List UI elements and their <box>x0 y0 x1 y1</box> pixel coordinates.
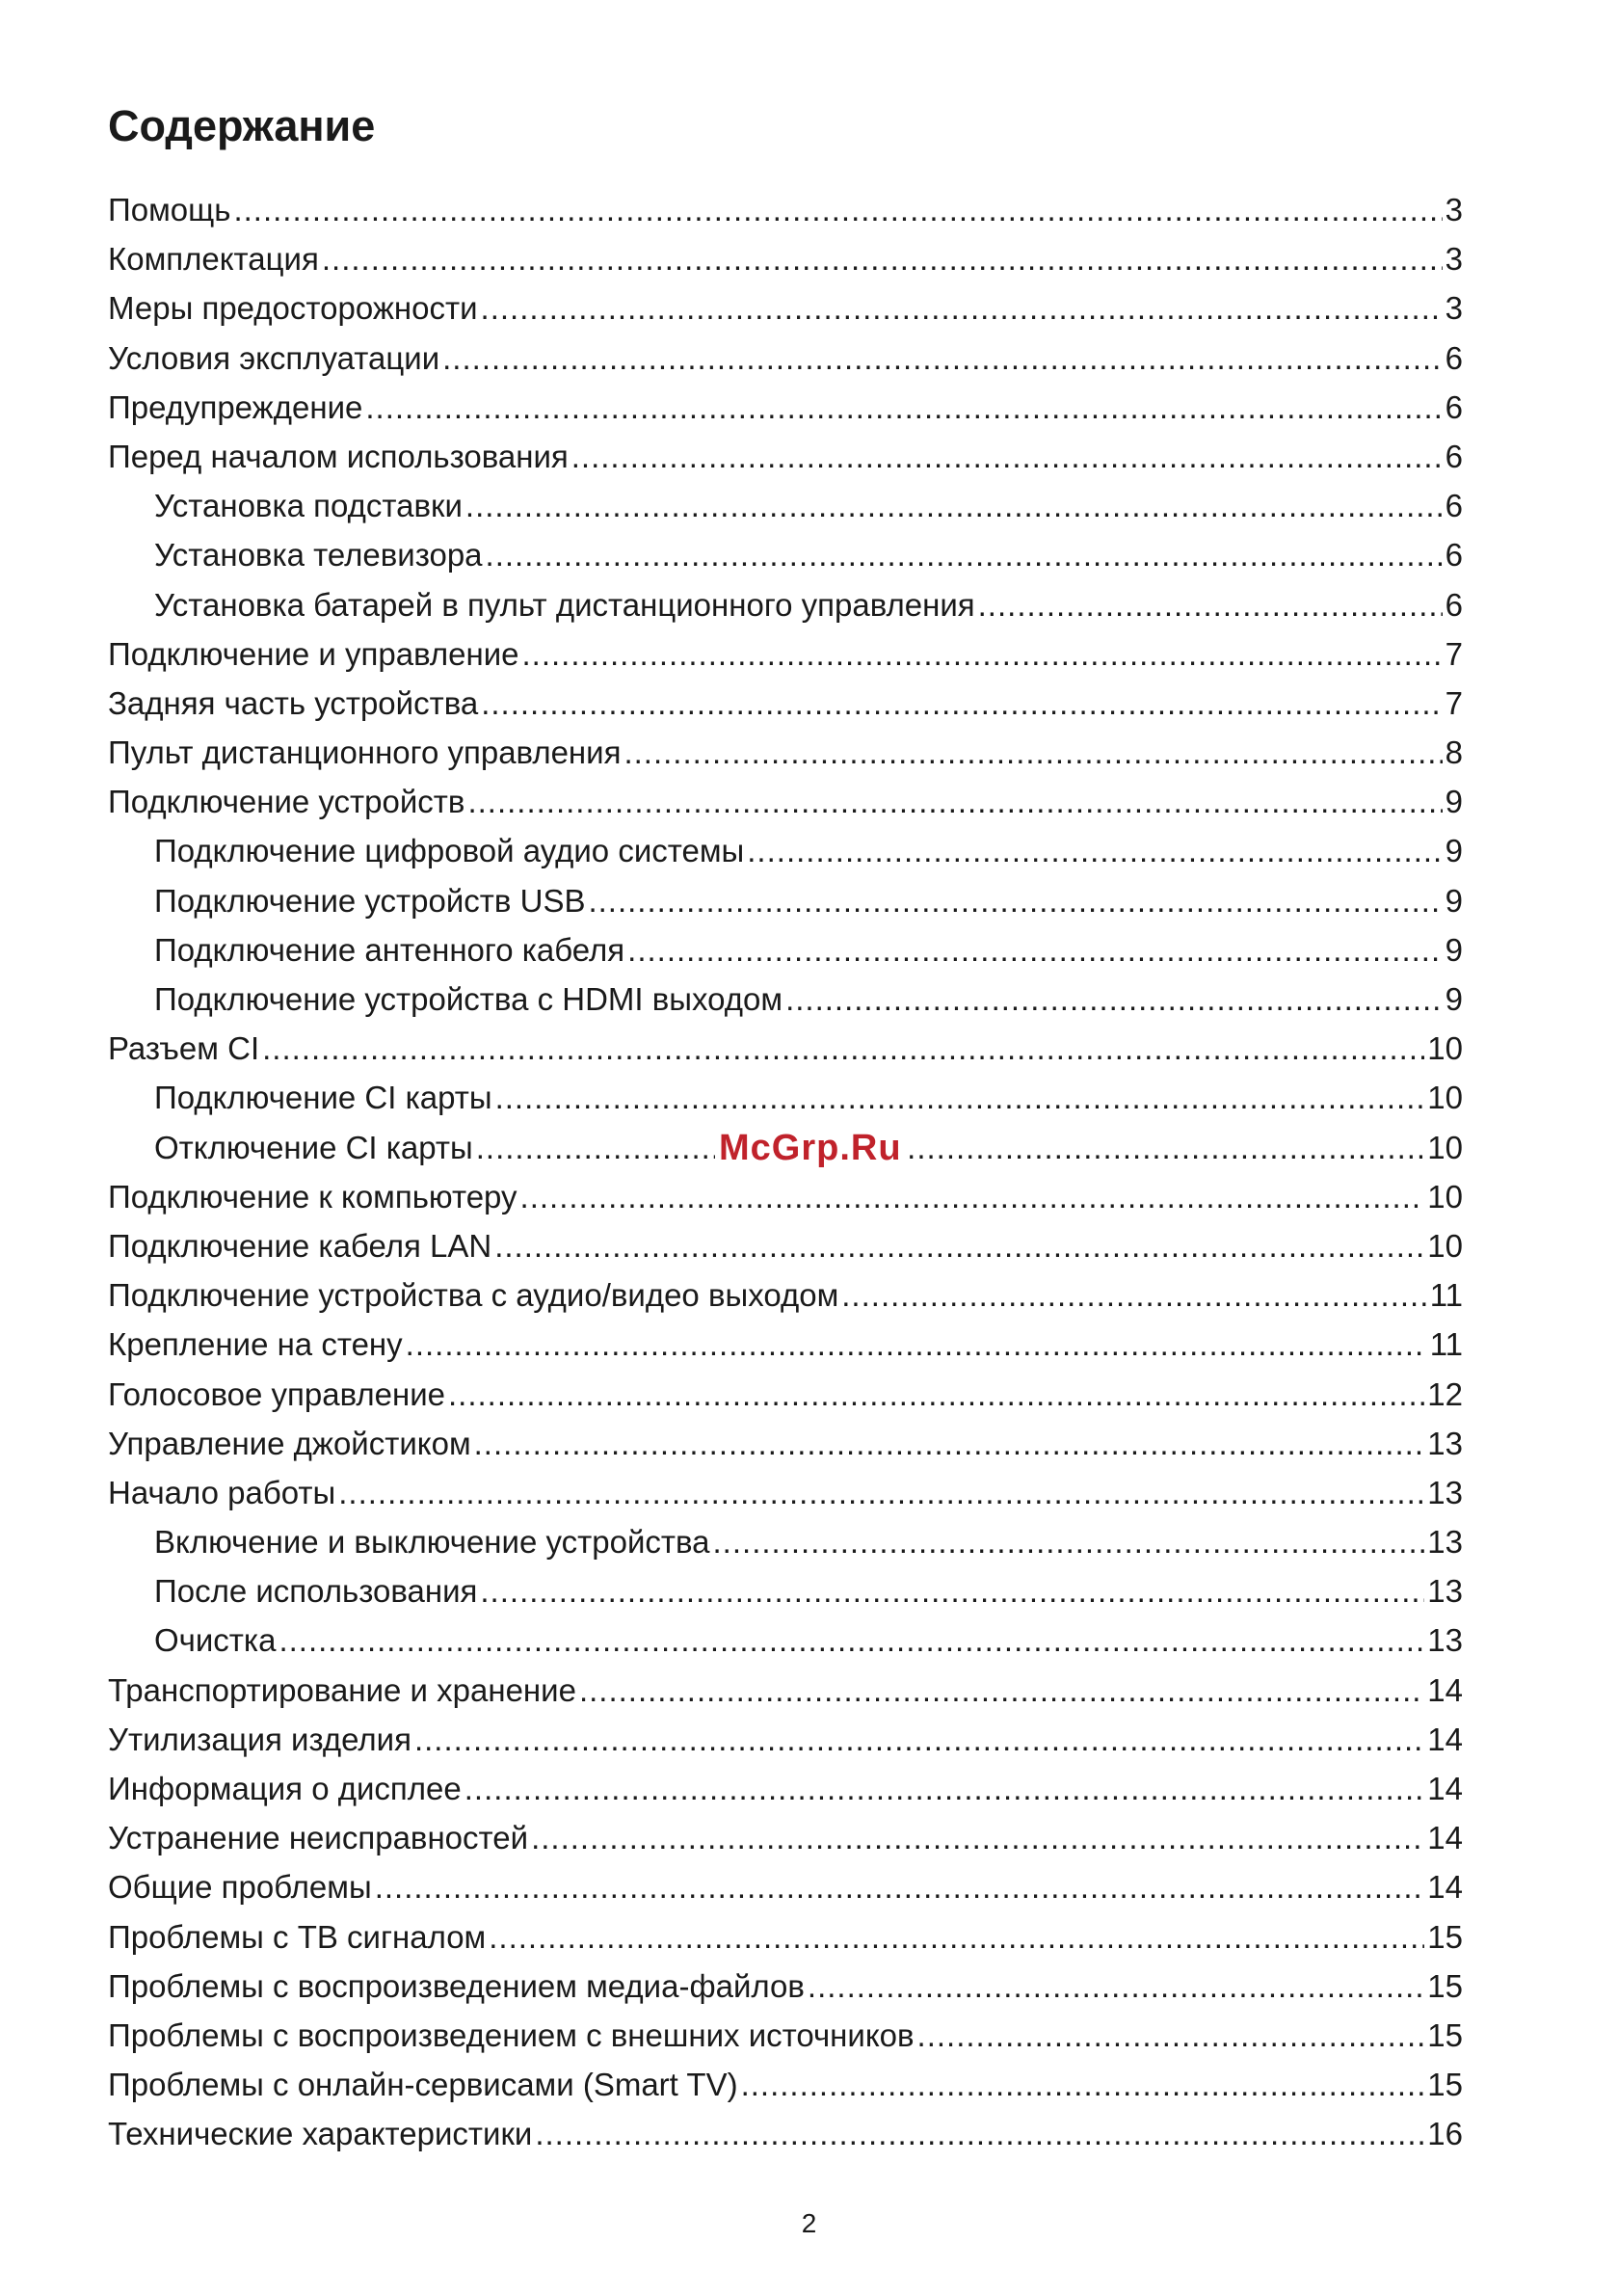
toc-entry-page: 6 <box>1445 537 1463 574</box>
toc-entry-title: Предупреждение <box>108 388 363 425</box>
toc-entry-title: Проблемы с ТВ сигналом <box>108 1918 487 1955</box>
toc-dot-leader <box>627 925 1442 974</box>
toc-entry-title: Подключение и управление <box>108 635 519 672</box>
toc-entry-title: Установка телевизора <box>154 537 483 574</box>
toc-entry-page: 13 <box>1427 1425 1463 1461</box>
toc-entry-page: 8 <box>1445 734 1463 771</box>
toc-dot-leader <box>808 1962 1424 2011</box>
toc-dot-leader <box>494 1221 1424 1270</box>
toc-dot-leader <box>571 432 1443 481</box>
toc-entry[interactable] <box>108 826 1463 875</box>
toc-entry-title: После использования <box>154 1573 478 1610</box>
table-of-contents <box>108 185 1463 2159</box>
toc-entry-page: 10 <box>1427 1227 1463 1264</box>
toc-entry-title: Информация о дисплее <box>108 1771 462 1806</box>
toc-entry-title: Подключение устройства с аудио/видео выходом <box>108 1277 839 1314</box>
toc-entry[interactable] <box>108 728 1463 777</box>
toc-dot-leader <box>474 1419 1425 1468</box>
toc-entry-page: 3 <box>1445 192 1463 227</box>
toc-entry-title: Проблемы с онлайн-сервисами (Smart TV) <box>108 2067 738 2103</box>
toc-entry-page: 13 <box>1427 1524 1463 1561</box>
toc-entry[interactable] <box>108 679 1463 728</box>
toc-entry-page: 9 <box>1445 784 1463 820</box>
toc-entry[interactable] <box>108 234 1463 283</box>
toc-entry-title: Отключение CI карты <box>154 1129 473 1165</box>
toc-dot-leader <box>322 234 1443 283</box>
toc-entry-page: 15 <box>1427 1918 1463 1955</box>
toc-entry-title: Устранение неисправностей <box>108 1820 529 1856</box>
toc-dot-leader <box>338 1468 1424 1517</box>
toc-entry[interactable] <box>108 1221 1463 1270</box>
toc-dot-leader <box>588 876 1442 925</box>
toc-entry-title: Установка батарей в пульт дистанционного управления <box>154 586 975 623</box>
toc-dot-leader <box>414 1715 1424 1764</box>
toc-dot-leader <box>579 1666 1424 1715</box>
toc-dot-leader <box>480 1566 1424 1615</box>
toc-entry-page: 6 <box>1445 488 1463 524</box>
toc-entry-page: 9 <box>1445 833 1463 869</box>
toc-dot-leader <box>520 1172 1425 1221</box>
toc-entry[interactable] <box>108 1912 1463 1962</box>
toc-entry[interactable] <box>108 580 1463 629</box>
toc-dot-leader <box>262 1024 1424 1073</box>
toc-dot-leader <box>375 1862 1425 1911</box>
toc-entry-page: 14 <box>1427 1671 1463 1708</box>
toc-entry-title: Подключение антенного кабеля <box>154 931 625 968</box>
toc-entry-title: Общие проблемы <box>108 1869 372 1906</box>
toc-entry-page: 13 <box>1427 1622 1463 1659</box>
toc-entry-page: 14 <box>1427 1721 1463 1757</box>
toc-dot-leader <box>917 2011 1425 2060</box>
toc-entry-title: Перед началом использования <box>108 438 569 474</box>
toc-entry-page: 15 <box>1427 1967 1463 2004</box>
toc-entry[interactable] <box>108 2011 1463 2060</box>
toc-dot-leader <box>747 826 1442 875</box>
toc-entry-page: 10 <box>1427 1129 1463 1165</box>
toc-entry-title: Комплектация <box>108 241 319 278</box>
toc-entry-page: 13 <box>1427 1573 1463 1610</box>
toc-entry[interactable] <box>108 1566 1463 1615</box>
toc-entry-page: 6 <box>1445 586 1463 623</box>
toc-entry-page: 7 <box>1445 684 1463 721</box>
toc-entry-title: Подключение кабеля LAN <box>108 1227 492 1264</box>
toc-entry-title: Подключение цифровой аудио системы <box>154 833 745 869</box>
toc-dot-leader <box>486 530 1443 579</box>
toc-entry-page: 10 <box>1427 1030 1463 1067</box>
toc-entry[interactable] <box>108 1764 1463 1813</box>
toc-dot-leader <box>841 1270 1426 1320</box>
toc-entry[interactable] <box>108 2060 1463 2109</box>
toc-entry-page: 9 <box>1445 931 1463 968</box>
toc-entry-title: Подключение устройств USB <box>154 882 586 919</box>
toc-entry[interactable] <box>108 2109 1463 2158</box>
toc-entry[interactable] <box>108 1813 1463 1862</box>
toc-entry[interactable] <box>108 777 1463 826</box>
toc-entry-page: 16 <box>1427 2116 1463 2152</box>
toc-entry[interactable] <box>108 1370 1463 1419</box>
toc-entry-title: Начало работы <box>108 1474 336 1510</box>
toc-dot-leader <box>785 974 1443 1024</box>
toc-entry-title: Задняя часть устройства <box>108 684 479 721</box>
toc-dot-leader <box>476 1123 1425 1172</box>
toc-dot-leader <box>713 1517 1425 1566</box>
toc-entry[interactable] <box>108 432 1463 481</box>
toc-entry[interactable] <box>108 1468 1463 1517</box>
toc-dot-leader <box>442 334 1443 383</box>
toc-entry-title: Крепление на стену <box>108 1326 403 1363</box>
toc-entry-page: 14 <box>1427 1820 1463 1856</box>
toc-entry-title: Управление джойстиком <box>108 1425 471 1461</box>
toc-entry-page: 11 <box>1429 1326 1463 1363</box>
toc-entry-title: Подключение устройств <box>108 784 465 820</box>
toc-dot-leader <box>531 1813 1424 1862</box>
toc-entry[interactable] <box>108 1024 1463 1073</box>
toc-entry[interactable] <box>108 481 1463 530</box>
toc-dot-leader <box>489 1912 1424 1962</box>
toc-entry[interactable] <box>108 1666 1463 1715</box>
toc-entry[interactable] <box>108 1419 1463 1468</box>
toc-entry-title: Технические характеристики <box>108 2116 533 2152</box>
toc-entry[interactable] <box>108 1320 1463 1369</box>
toc-entry-page: 9 <box>1445 882 1463 919</box>
toc-entry[interactable] <box>108 383 1463 432</box>
toc-dot-leader <box>978 580 1443 629</box>
toc-dot-leader <box>481 679 1442 728</box>
toc-entry-page: 10 <box>1427 1178 1463 1215</box>
toc-entry[interactable] <box>108 629 1463 679</box>
toc-entry[interactable] <box>108 1962 1463 2011</box>
toc-entry[interactable] <box>108 1517 1463 1566</box>
toc-entry-page: 14 <box>1427 1771 1463 1806</box>
toc-entry-page: 15 <box>1427 2067 1463 2103</box>
page-title: Содержание <box>108 101 376 150</box>
watermark: McGrp.Ru <box>715 1125 906 1171</box>
toc-entry-title: Голосовое управление <box>108 1375 445 1412</box>
toc-entry-title: Утилизация изделия <box>108 1721 411 1757</box>
toc-entry-title: Помощь <box>108 192 231 227</box>
toc-entry-title: Проблемы с воспроизведением с внешних источников <box>108 2016 915 2053</box>
toc-entry-title: Включение и выключение устройства <box>154 1524 710 1561</box>
toc-entry-title: Пульт дистанционного управления <box>108 734 622 771</box>
toc-entry-page: 6 <box>1445 438 1463 474</box>
toc-dot-leader <box>481 283 1443 333</box>
toc-entry-page: 12 <box>1427 1375 1463 1412</box>
toc-entry[interactable] <box>108 876 1463 925</box>
toc-entry[interactable] <box>108 1172 1463 1221</box>
toc-dot-leader <box>406 1320 1427 1369</box>
toc-entry-title: Подключение к компьютеру <box>108 1178 517 1215</box>
toc-entry-page: 11 <box>1429 1277 1463 1314</box>
toc-entry[interactable] <box>108 1073 1463 1122</box>
toc-dot-leader <box>495 1073 1425 1122</box>
toc-entry-title: Очистка <box>154 1622 277 1659</box>
toc-entry[interactable] <box>108 974 1463 1024</box>
toc-dot-leader <box>741 2060 1425 2109</box>
toc-dot-leader <box>623 728 1442 777</box>
toc-entry-page: 9 <box>1445 981 1463 1017</box>
toc-entry-page: 6 <box>1445 388 1463 425</box>
toc-entry[interactable] <box>108 925 1463 974</box>
toc-entry[interactable] <box>108 185 1463 234</box>
toc-entry[interactable] <box>108 1715 1463 1764</box>
toc-dot-leader <box>535 2109 1424 2158</box>
toc-entry-page: 6 <box>1445 339 1463 376</box>
toc-dot-leader <box>279 1615 1424 1665</box>
toc-entry-title: Меры предосторожности <box>108 290 478 327</box>
toc-entry[interactable] <box>108 1615 1463 1665</box>
toc-entry-page: 15 <box>1427 2016 1463 2053</box>
toc-dot-leader <box>233 185 1442 234</box>
toc-entry[interactable] <box>108 334 1463 383</box>
toc-entry[interactable] <box>108 530 1463 579</box>
toc-entry-title: Установка подставки <box>154 488 463 524</box>
toc-dot-leader <box>467 777 1442 826</box>
toc-entry-page: 13 <box>1427 1474 1463 1510</box>
toc-entry-title: Разъем CI <box>108 1030 260 1067</box>
toc-entry-page: 3 <box>1445 241 1463 278</box>
toc-dot-leader <box>365 383 1442 432</box>
toc-entry-title: Условия эксплуатации <box>108 339 440 376</box>
toc-dot-leader <box>465 481 1443 530</box>
toc-entry-title: Подключение устройства с HDMI выходом <box>154 981 783 1017</box>
toc-entry-page: 14 <box>1427 1869 1463 1906</box>
toc-dot-leader <box>464 1764 1425 1813</box>
toc-dot-leader <box>448 1370 1424 1419</box>
toc-dot-leader <box>522 629 1443 679</box>
toc-entry[interactable] <box>108 1270 1463 1320</box>
page-number: 2 <box>801 2208 817 2238</box>
toc-entry-title: Подключение CI карты <box>154 1080 492 1116</box>
toc-entry-page: 10 <box>1427 1080 1463 1116</box>
toc-entry-page: 3 <box>1445 290 1463 327</box>
toc-entry-title: Проблемы с воспроизведением медиа-файлов <box>108 1967 805 2004</box>
toc-entry[interactable] <box>108 1862 1463 1911</box>
toc-entry-title: Транспортирование и хранение <box>108 1671 576 1708</box>
toc-entry-page: 7 <box>1445 635 1463 672</box>
toc-entry[interactable] <box>108 283 1463 333</box>
